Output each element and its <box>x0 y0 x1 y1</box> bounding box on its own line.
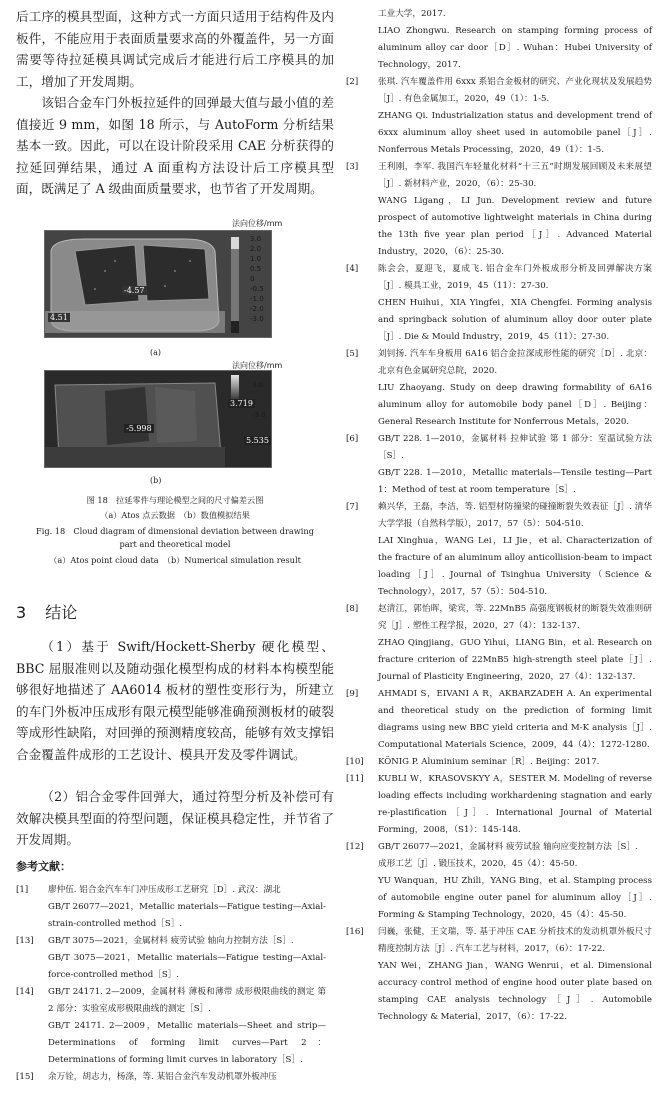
reference-number: [14] <box>16 987 34 997</box>
reference-text: GB/T 3075—2021，Metallic materials—Fatigue testing—Axial-force-controlled method［S］. <box>48 953 326 980</box>
reference-line <box>346 686 652 754</box>
reference-item <box>346 601 652 686</box>
reference-line <box>16 933 326 950</box>
reference-number: [7] <box>346 502 359 512</box>
figure-caption-cn-sub: （a）Atos 点云数据 （b）数值模拟结果 <box>100 510 250 520</box>
legend-tick: 3.0 <box>250 235 262 243</box>
reference-item <box>346 686 652 754</box>
reference-text: 廖仲伍. 铝合金汽车车门冲压成形工艺研究［D］. 武汉：湖北 <box>48 885 281 895</box>
legend-tick: 0.5 <box>250 265 262 273</box>
reference-item <box>16 933 326 984</box>
reference-number: [8] <box>346 604 359 614</box>
legend-tick: -3.0 <box>250 315 264 323</box>
figure-18b-legend-title: 法向位移/mm <box>232 361 283 370</box>
reference-item <box>346 754 652 771</box>
paragraph-springback: 该铝合金车门外板拉延件的回弹最大值与最小值的差值接近 9 mm，如图 18 所示，与 AutoForm 分析结果基本一致。因此，可以在设计阶段采用 CAE 分析获得的拉延回弹结果，通过 A 面重构方法设计后工序模具型面，既满足了 A 级曲面质量要求，也节省了开发周期。 <box>16 95 334 196</box>
reference-text: KUBLI W，KRASOVSKYY A，SESTER M. Modeling of reverse loading effects including workhardening stagnation and early re-plastification［J］. International Journal of Material Forming，2008，（S1）：145-148. <box>378 774 652 835</box>
reference-line <box>16 882 326 899</box>
figure-18b-legend-ticks <box>252 370 282 430</box>
reference-item <box>346 6 652 74</box>
reference-item <box>346 839 652 856</box>
reference-number: [2] <box>346 77 359 87</box>
reference-text: GB/T 228. 1—2010，Metallic materials—Tensile testing—Part 1：Method of test at room temperature［S］. <box>378 468 652 495</box>
reference-line <box>346 873 652 924</box>
reference-item <box>346 159 652 261</box>
reference-line <box>346 839 652 856</box>
reference-number: [10] <box>346 757 364 767</box>
reference-line <box>346 346 652 380</box>
reference-text: YU Wanquan，HU Zhili，YANG Bing，et al. Stamping process of automobile engine outer panel for aluminum alloy［J］. Forming & Stamping Technology，2020，45（4）：45-50. <box>378 876 652 920</box>
reference-line <box>346 295 652 346</box>
reference-text: AHMADI S，EIVANI A R，AKBARZADEH A. An experimental and theoretical study on the prediction of forming limit diagrams using new BBC yield criteria and M-K analysis［J］. Computational Materials Science，2009，44（4）：1272-1280. <box>378 689 652 750</box>
reference-item <box>346 771 652 839</box>
reference-text: GB/T 228. 1—2010，金属材料 拉伸试验 第 1 部分：室温试验方法［S］. <box>378 434 652 461</box>
figure-18a-legend-title: 法向位移/mm <box>232 219 283 228</box>
reference-line <box>346 635 652 686</box>
reference-line <box>16 984 326 1018</box>
reference-number: [16] <box>346 927 364 937</box>
reference-text: 张琪. 汽车覆盖件用 6xxx 系铝合金板材的研究、产业化现状及发展趋势［J］. 有色金属加工，2020，49（1）：1-5. <box>378 77 652 104</box>
reference-line <box>346 754 652 771</box>
figure-18a-plot <box>45 231 271 337</box>
reference-item <box>16 984 326 1069</box>
reference-text: CHEN Huihui，XIA Yingfei，XIA Chengfei. Forming analysis and springback solution of aluminum alloy door outer plate［J］. Die & Mould Industry，2019，45（11）：27-30. <box>378 298 652 342</box>
reference-line <box>346 771 652 839</box>
conclusion-2: （2）铝合金零件回弹大，通过符型分析及补偿可有效解决模具型面的符型问题，保证模具稳定性，并节省了开发周期。 <box>16 789 334 847</box>
reference-text: ZHANG Qi. Industrialization status and development trend of 6xxx aluminum alloy sheet used in automobile panel［J］. Nonferrous Metals Processing，2020，49（1）：1-5. <box>378 111 652 155</box>
reference-line <box>346 601 652 635</box>
reference-text: 闫巍，张健，王文瑞，等. 基于冲压 CAE 分析技术的发动机罩外板尺寸精度控制方法［J］. 汽车工艺与材料，2017，（6）：17-22. <box>378 927 652 954</box>
reference-number: [6] <box>346 434 359 444</box>
figure-18a-label-center: -4.57 <box>124 286 145 295</box>
reference-item <box>346 346 652 431</box>
left-references <box>16 882 326 1086</box>
reference-text: LIU Zhaoyang. Study on deep drawing formability of 6A16 aluminum alloy for automobile body panel［D］. Beijing：General Research Institute for Nonferrous Metals，2020. <box>378 383 652 427</box>
reference-text: 赵清江，郭怡晖，梁宾，等. 22MnB5 高强度钢板材的断裂失效准则研究［J］. 塑性工程学报，2020，27（4）：132-137. <box>378 604 652 631</box>
legend-tick: 1.0 <box>250 255 262 263</box>
figure-18a-image <box>44 230 272 338</box>
reference-item <box>346 74 652 159</box>
paragraph-continued: 后工序的模具型面，这种方式一方面只适用于结构件及内板件，不能应用于表面质量要求高的外覆盖件，另一方面需要等待拉延模具调试完成后才能进行后工序模具的加工，增加了开发周期。 <box>16 9 334 89</box>
reference-line <box>346 856 652 873</box>
reference-line <box>346 6 652 23</box>
reference-text: 工业大学，2017. <box>378 9 446 19</box>
reference-line <box>346 74 652 108</box>
reference-text: 陈会会，夏迎飞，夏成飞. 铝合金车门外板成形分析及回弹解决方案［J］. 模具工业，2019，45（11）：27-30. <box>378 264 652 291</box>
reference-line <box>346 159 652 193</box>
right-references <box>346 6 652 1026</box>
figure-caption-en-2: part and theoretical model <box>119 539 231 549</box>
section-heading <box>16 600 77 623</box>
reference-item <box>16 1069 326 1086</box>
reference-line <box>16 950 326 984</box>
reference-item <box>346 431 652 499</box>
reference-text: LAI Xinghua，WANG Lei，LI Jie，et al. Characterization of the fracture of an aluminum alloy anticollision-beam to impact loading［J］. Journal of Tsinghua University（Science & Technology），2017，57（5）：504-510. <box>378 536 652 597</box>
reference-number: [5] <box>346 349 359 359</box>
figure-18-captions <box>16 494 334 567</box>
reference-text: ZHAO Qingjiang，GUO Yihui，LIANG Bin，et al. Research on fracture criterion of 22MnB5 high-strength steel plate［J］. Journal of Plasticity Engineering，2020，27（4）：132-137. <box>378 638 652 682</box>
legend-tick: -0.5 <box>250 285 264 293</box>
legend-tick: -1.0 <box>250 295 264 303</box>
reference-line <box>346 465 652 499</box>
figure-caption-en: Fig. 18 Cloud diagram of dimensional deviation between drawing <box>36 526 314 536</box>
reference-text: 余万铨，胡志力，杨涤，等. 某铝合金汽车发动机罩外板冲压 <box>48 1072 277 1082</box>
reference-text: 刘钊扬. 汽车车身板用 6A16 铝合金拉深成形性能的研究［D］. 北京：北京有色金属研究总院，2020. <box>378 349 652 376</box>
figure-18a-label-left: 4.51 <box>50 313 68 322</box>
reference-line <box>16 1018 326 1069</box>
reference-text: WANG Ligang，LI Jun. Development review and future prospect of automotive lightweight materials in China during the 13th five year plan period［J］. Advanced Material Industry，2020，（6）：25-30. <box>378 196 652 257</box>
reference-text: 王利刚，李军. 我国汽车轻量化材料“十三五”时期发展回顾及未来展望［J］. 新材料产业，2020，（6）：25-30. <box>378 162 652 189</box>
legend-tick: -3.0 <box>252 411 266 419</box>
reference-line <box>346 431 652 465</box>
figure-caption-en-sub: （a）Atos point cloud data （b）Numerical simulation result <box>49 555 301 565</box>
reference-number: [13] <box>16 936 34 946</box>
reference-item <box>346 856 652 924</box>
figure-18b-plot <box>45 371 271 467</box>
reference-line <box>346 499 652 533</box>
figure-18b-image <box>44 370 272 468</box>
reference-item <box>16 882 326 899</box>
reference-item <box>346 924 652 1026</box>
figure-18b-label-right2: 5.535 <box>246 436 269 445</box>
figure-18b-label-center: -5.998 <box>126 424 152 433</box>
figure-18a-legend-ticks <box>250 234 280 324</box>
reference-line <box>346 533 652 601</box>
reference-number: [9] <box>346 689 359 699</box>
reference-number: [11] <box>346 774 364 784</box>
section-title: 结论 <box>45 603 78 622</box>
figure-18b-label-right: 3.719 <box>230 399 253 408</box>
reference-item <box>346 499 652 601</box>
reference-number: [12] <box>346 842 364 852</box>
reference-line <box>346 193 652 261</box>
reference-number: [3] <box>346 162 359 172</box>
legend-tick: -2.0 <box>250 305 264 313</box>
reference-line <box>346 23 652 74</box>
reference-number: [15] <box>16 1072 34 1082</box>
legend-tick: 3.0 <box>252 381 264 389</box>
reference-item <box>346 261 652 346</box>
legend-tick: 2.0 <box>250 245 262 253</box>
reference-line <box>346 108 652 159</box>
reference-number: [1] <box>16 885 29 895</box>
reference-text: GB/T 26077—2021，Metallic materials—Fatigue testing—Axial-strain-controlled method［S］. <box>48 902 326 929</box>
reference-text: GB/T 26077—2021，金属材料 疲劳试验 轴向应变控制方法［S］. <box>378 842 638 852</box>
reference-line <box>16 1069 326 1086</box>
legend-tick: 0 <box>250 275 255 283</box>
reference-text: GB/T 24171. 2—2009，金属材料 薄板和薄带 成形极限曲线的测定 第 2 部分：实验室成形极限曲线的测定［S］. <box>48 987 326 1014</box>
conclusion-1: （1）基于 Swift/Hockett-Sherby 硬化模型、BBC 屈服准则以及随动强化模型构成的材料本构模型能够很好地描述了 AA6014 板材的塑性变形行为，所建立的车门外板冲压成形有限元模型能够准确预测板材的破裂等成形性缺陷，对回弹的预测精度较高，能够有效支撑铝合金覆盖件成形的工艺设计、模具开发及零件调试。 <box>16 639 334 762</box>
reference-number: [4] <box>346 264 359 274</box>
reference-text: KÖNIG P. Aluminium seminar［R］. Beijing：2017. <box>378 757 600 767</box>
reference-line <box>346 261 652 295</box>
reference-line <box>346 958 652 1026</box>
reference-line <box>346 380 652 431</box>
references-title: 参考文献： <box>16 860 71 873</box>
reference-line <box>16 899 326 933</box>
reference-text: 成形工艺［J］. 锻压技术，2020，45（4）：45-50. <box>378 859 578 869</box>
reference-text: YAN Wei，ZHANG Jian，WANG Wenrui，et al. Dimensional accuracy control method of engine hood outer plate based on stamping CAE analysis technology［J］. Automobile Technology & Material，2017，（6）：17-22. <box>378 961 652 1022</box>
figure-18a-sub: (a) <box>150 348 162 357</box>
section-number: 3 <box>16 603 27 622</box>
figure-18b-sub: (b) <box>150 476 162 485</box>
reference-text: GB/T 24171. 2—2009，Metallic materials—Sheet and strip—Determinations of forming limit curves—Part 2：Determinations of forming limit curves in laboratory［S］. <box>48 1021 326 1065</box>
figure-caption-cn: 图 18 拉延零件与理论模型之间的尺寸偏差云图 <box>86 495 264 505</box>
reference-text: 赖兴华，王磊，李洁，等. 铝型材防撞梁的碰撞断裂失效表征［J］. 清华大学学报（自然科学版），2017，57（5）：504-510. <box>378 502 652 529</box>
reference-text: GB/T 3075—2021，金属材料 疲劳试验 轴向力控制方法［S］. <box>48 936 294 946</box>
reference-item <box>16 899 326 933</box>
reference-text: LIAO Zhongwu. Research on stamping forming process of aluminum alloy car door［D］. Wuhan：Hubei University of Technology，2017. <box>378 26 652 70</box>
reference-line <box>346 924 652 958</box>
